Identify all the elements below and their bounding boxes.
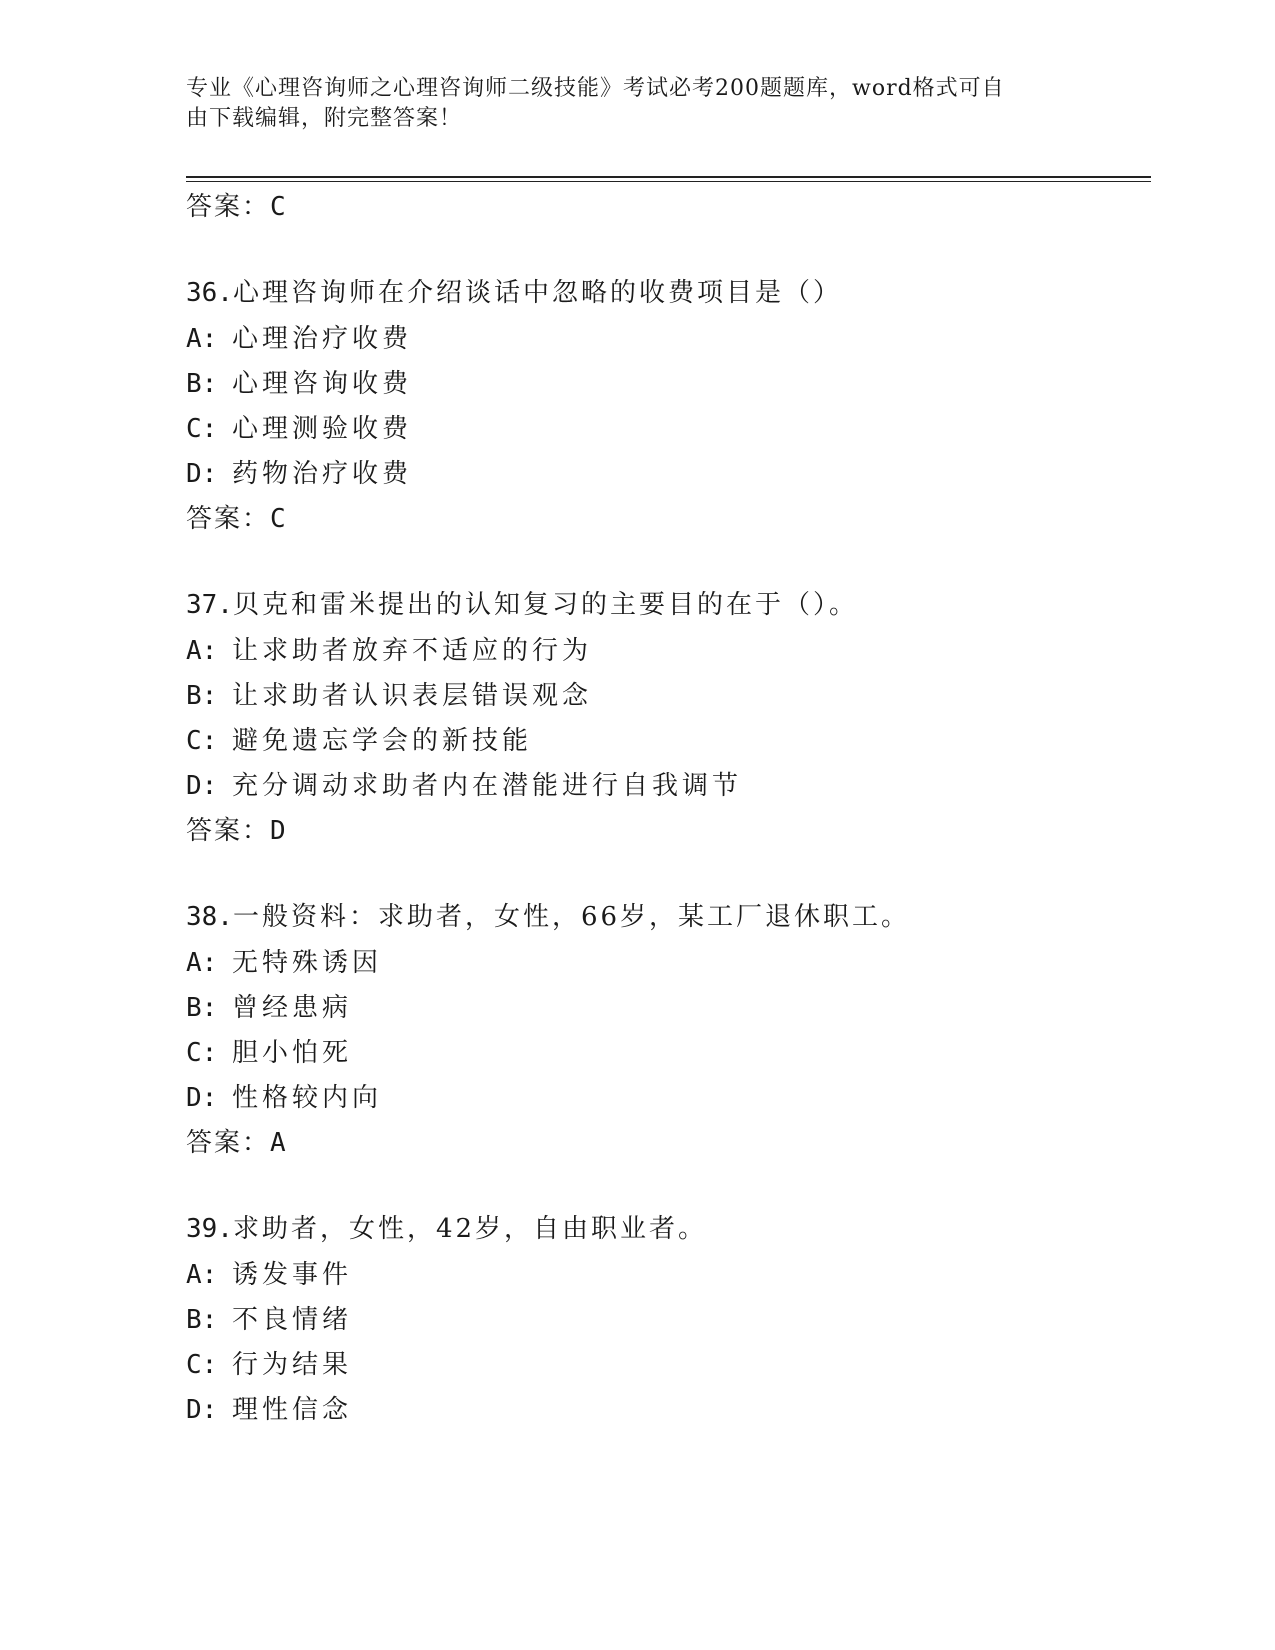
- option-text: 曾经患病: [232, 993, 353, 1023]
- header-rule-thin: [186, 181, 1151, 182]
- question-number: 39.: [186, 1214, 233, 1244]
- question-text: 心理咨询师在介绍谈话中忽略的收费项目是（）: [232, 278, 842, 308]
- option-key: A:: [186, 636, 218, 666]
- option-text: 行为结果: [232, 1350, 353, 1380]
- option-36-b: [186, 368, 1151, 413]
- question-list: [186, 191, 1151, 1439]
- answer-value: C: [270, 504, 286, 534]
- option-38-c: [186, 1037, 1151, 1082]
- answer-value: C: [270, 192, 286, 222]
- option-37-c: [186, 725, 1151, 770]
- question-number: 38.: [186, 902, 233, 932]
- option-key: C:: [186, 1038, 218, 1068]
- option-key: A:: [186, 324, 218, 354]
- answer-value: D: [270, 816, 286, 846]
- option-text: 不良情绪: [232, 1305, 353, 1335]
- option-text: 心理咨询收费: [232, 369, 413, 399]
- option-text: 性格较内向: [232, 1083, 383, 1113]
- option-key: D:: [186, 459, 218, 489]
- question-text: 求助者，女性，42岁，自由职业者。: [232, 1214, 708, 1244]
- option-39-c: [186, 1349, 1151, 1394]
- header-rule-thick: [186, 176, 1151, 178]
- option-key: D:: [186, 771, 218, 801]
- option-36-a: [186, 323, 1151, 368]
- answer-value: A: [270, 1128, 286, 1158]
- option-39-d: [186, 1394, 1151, 1439]
- option-text: 理性信念: [232, 1395, 353, 1425]
- answer-label: 答案：: [186, 1128, 271, 1158]
- question-text: 一般资料：求助者，女性，66岁，某工厂退休职工。: [232, 902, 911, 932]
- header-line-1: 专业《心理咨询师之心理咨询师二级技能》考试必考200题题库，word格式可自: [186, 76, 1005, 101]
- option-37-d: [186, 770, 1151, 815]
- answer-line-35: [186, 191, 1151, 233]
- option-38-d: [186, 1082, 1151, 1127]
- question-39: [186, 1213, 1151, 1259]
- option-36-c: [186, 413, 1151, 458]
- answer-label: 答案：: [186, 192, 271, 222]
- question-38: [186, 901, 1151, 947]
- option-38-a: [186, 947, 1151, 992]
- option-text: 心理治疗收费: [232, 324, 413, 354]
- option-key: C:: [186, 726, 218, 756]
- option-text: 充分调动求助者内在潜能进行自我调节: [232, 771, 743, 801]
- option-key: C:: [186, 414, 218, 444]
- option-text: 药物治疗收费: [232, 459, 413, 489]
- option-39-a: [186, 1259, 1151, 1304]
- answer-label: 答案：: [186, 816, 271, 846]
- option-39-b: [186, 1304, 1151, 1349]
- option-37-b: [186, 680, 1151, 725]
- header-line-2: 由下载编辑，附完整答案！: [186, 106, 463, 131]
- document-header: [186, 74, 1066, 134]
- question-36: [186, 277, 1151, 323]
- answer-line-38: [186, 1127, 1151, 1169]
- option-key: D:: [186, 1395, 218, 1425]
- question-number: 37.: [186, 590, 233, 620]
- option-37-a: [186, 635, 1151, 680]
- option-text: 避免遗忘学会的新技能: [232, 726, 533, 756]
- answer-line-36: [186, 503, 1151, 545]
- option-key: B:: [186, 1305, 218, 1335]
- option-text: 胆小怕死: [232, 1038, 353, 1068]
- answer-label: 答案：: [186, 504, 271, 534]
- option-text: 让求助者放弃不适应的行为: [232, 636, 593, 666]
- option-key: D:: [186, 1083, 218, 1113]
- option-key: A:: [186, 1260, 218, 1290]
- question-text: 贝克和雷米提出的认知复习的主要目的在于（）。: [232, 590, 858, 620]
- option-text: 心理测验收费: [232, 414, 413, 444]
- option-36-d: [186, 458, 1151, 503]
- option-text: 诱发事件: [232, 1260, 353, 1290]
- answer-line-37: [186, 815, 1151, 857]
- option-key: C:: [186, 1350, 218, 1380]
- option-key: B:: [186, 993, 218, 1023]
- question-number: 36.: [186, 278, 233, 308]
- option-key: A:: [186, 948, 218, 978]
- option-key: B:: [186, 681, 218, 711]
- option-key: B:: [186, 369, 218, 399]
- option-38-b: [186, 992, 1151, 1037]
- option-text: 让求助者认识表层错误观念: [232, 681, 593, 711]
- question-37: [186, 589, 1151, 635]
- option-text: 无特殊诱因: [232, 948, 383, 978]
